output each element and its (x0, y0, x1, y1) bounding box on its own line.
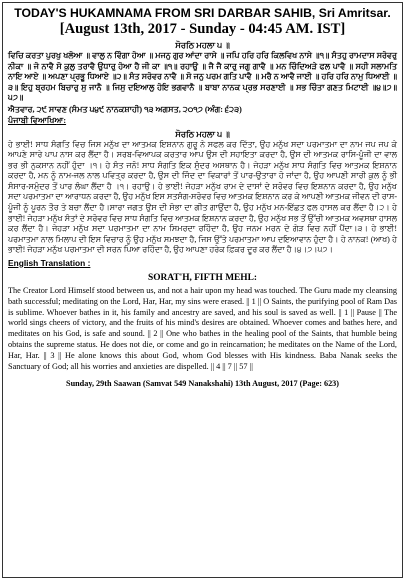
english-heading: SORAT'H, FIFTH MEHL: (148, 272, 257, 283)
punjabi-label: ਪੰਜਾਬੀ ਵਿਆਖਿਆ: (8, 116, 67, 126)
hukamnama-card (2, 2, 403, 578)
gurbani-heading: ਸੋਰਠਿ ਮਹਲਾ ੫ ॥ (175, 41, 230, 50)
footer-date: Sunday, 29th Saawan (Samvat 549 Nanakshahi) 13th August, 2017 (Page: 623) (66, 379, 339, 388)
english-label: English Translation : (8, 257, 91, 268)
page-title: TODAY'S HUKAMNAMA FROM SRI DARBAR SAHIB, Sri Amritsar. (14, 6, 391, 20)
punjabi-heading: ਸੋਰਠਿ ਮਹਲਾ ੫ ॥ (175, 129, 230, 139)
gurbani-text: ਵਿਚਿ ਕਰਤਾ ਪੁਰਖੁ ਖਲੋਆ ॥ ਵਾਲੁ ਨ ਵਿੰਗਾ ਹੋਆ ॥ ਮਜਨੁ ਗੁਰ ਆਂਦਾ ਰਾਸੇ ॥ ਜਪਿ ਹਰਿ ਹਰਿ ਕਿਲਵਿਖ ਨਾਸੇ ॥੧॥ ਸੰਤਹੁ ਰਾਮਦਾਸ ਸਰੋਵਰੁ ਨੀਕਾ ॥ ਜੋ ਨਾਵੈ ਸੋ ਕੁਲੁ ਤਰਾਵੈ ਉਧਾਰੁ ਹੋਆ ਹੈ ਜੀ ਕਾ ॥੧॥ ਰਹਾਉ ॥ ਜੈ ਜੈ ਕਾਰੁ ਜਗੁ ਗਾਵੈ ॥ ਮਨ ਚਿੰਦਿਅੜੇ ਫਲ ਪਾਵੈ ॥ ਸਹੀ ਸਲਾਮਤਿ ਨਾਇ ਆਏ ॥ ਅਪਣਾ ਪ੍ਰਭੂ ਧਿਆਏ ॥੨॥ ਸੰਤ ਸਰੋਵਰ ਨਾਵੈ ॥ ਸੋ ਜਨੁ ਪਰਮ ਗਤਿ ਪਾਵੈ ॥ ਮਰੈ ਨ ਆਵੈ ਜਾਈ ॥ ਹਰਿ ਹਰਿ ਨਾਮੁ ਧਿਆਈ ॥੩॥ ਇਹੁ ਬ੍ਰਹਮ ਬਿਚਾਰੁ ਸੁ ਜਾਨੈ ॥ ਜਿਸੁ ਦਇਆਲੁ ਹੋਇ ਭਗਵਾਨੈ ॥ ਬਾਬਾ ਨਾਨਕ ਪ੍ਰਭ ਸਰਣਾਈ ॥ ਸਭ ਚਿੰਤਾ ਗਣਤ ਮਿਟਾਈ ॥੪॥੭॥੫੭॥ (8, 51, 397, 103)
english-text: The Creator Lord Himself stood between us, and not a hair upon my head was touched. The Guru made my cleansing bath successful; meditating on the Lord, Har, Har, my sins were erased. || 1 || O Saints, the purifying pool of Ram Das is sublime. Whoever bathes in it, his family and ancestry are saved, and his soul is saved as well. || 1 || Pause || The world sings cheers of victory, and the fruits of his mind's desires are obtained. Whoever comes and bathes here, and meditates on his God, is safe and sound. || 2 || One who bathes in the healing pool of the Saints, that humble being obtains the supreme status. He does not die, or come and go in reincarnation; he meditates on the Name of the Lord, Har, Har. || 3 || He alone knows this about God, whom God blesses with His kindness. Baba Nanak seeks the Sanctuary of God; all his worries and anxieties are dispelled. || 4 || 7 || 57 || (8, 285, 397, 372)
date-line: [August 13th, 2017 - Sunday - 04:45 AM. IST] (59, 21, 346, 37)
punjabi-date-line: ਐਤਵਾਰ, ੨੯ ਸਾਵਣ (ਸੰਮਤ ੫੪੯ ਨਾਨਕਸ਼ਾਹੀ) ੧੩ ਅਗਸਤ, ੨੦੧੭ (ਅੰਗ: ੬੨੩) (8, 104, 242, 114)
punjabi-text: ਹੇ ਭਾਈ! ਸਾਧ ਸੰਗਤਿ ਵਿਚ ਜਿਸ ਮਨੁੱਖ ਦਾ ਆਤਮਕ ਇਸ਼ਨਾਨ ਗੁਰੂ ਨੇ ਸਫਲ ਕਰ ਦਿੱਤਾ, ਉਹ ਮਨੁੱਖ ਸਦਾ ਪਰਮਾਤਮਾ ਦਾ ਨਾਮ ਜਪ ਜਪ ਕੇ ਆਪਣੇ ਸਾਰੇ ਪਾਪ ਨਾਸ ਕਰ ਲੈਂਦਾ ਹੈ। ਸਰਬ-ਵਿਆਪਕ ਕਰਤਾਰ ਆਪ ਉਸ ਦੀ ਸਹਾਇਤਾ ਕਰਦਾ ਹੈ, ਉਸ ਦੀ ਆਤਮਕ ਰਾਸਿ-ਪੂੰਜੀ ਦਾ ਵਾਲ ਭਰ ਭੀ ਨੁਕਸਾਨ ਨਹੀਂ ਹੁੰਦਾ ।੧। ਹੇ ਸੰਤ ਜਨੋ! ਸਾਧ ਸੰਗਤਿ ਇਕ ਸੁੰਦਰ ਅਸਥਾਨ ਹੈ। ਜੇਹੜਾ ਮਨੁੱਖ ਸਾਧ ਸੰਗਤਿ ਵਿਚ ਆਤਮਕ ਇਸ਼ਨਾਨ ਕਰਦਾ ਹੈ, ਮਨ ਨੂੰ ਨਾਮ-ਜਲ ਨਾਲ ਪਵਿਤ੍ਰ ਕਰਦਾ ਹੈ, ਉਸ ਦੀ ਜਿੰਦ ਦਾ ਵਿਕਾਰਾਂ ਤੋਂ ਪਾਰ-ਉਤਾਰਾ ਹੋ ਜਾਂਦਾ ਹੈ, ਉਹ ਆਪਣੀ ਸਾਰੀ ਕੁਲ ਨੂੰ ਭੀ ਸੰਸਾਰ-ਸਮੁੰਦਰ ਤੋਂ ਪਾਰ ਲੰਘਾ ਲੈਂਦਾ ਹੈ ।੧। ਰਹਾਉ। ਹੇ ਭਾਈ! ਜੇਹੜਾ ਮਨੁੱਖ ਰਾਮ ਦੇ ਦਾਸਾਂ ਦੇ ਸਰੋਵਰ ਵਿਚ ਇਸ਼ਨਾਨ ਕਰਦਾ ਹੈ, ਉਹ ਮਨੁੱਖ ਸਦਾ ਪਰਮਾਤਮਾ ਦਾ ਆਰਾਧਨ ਕਰਦਾ ਹੈ, ਉਹ ਮਨੁੱਖ ਇਸ ਸਤਸੰਗ-ਸਰੋਵਰ ਵਿਚ ਆਤਮਕ ਇਸ਼ਨਾਨ ਕਰ ਕੇ ਆਪਣੀ ਆਤਮਕ ਜੀਵਨ ਦੀ ਰਾਸ-ਪੂੰਜੀ ਨੂੰ ਪੂਰਨ ਤੌਰ ਤੇ ਬਚਾ ਲੈਂਦਾ ਹੈ।ਸਾਰਾ ਜਗਤ ਉਸ ਦੀ ਸੋਭਾ ਦਾ ਗੀਤ ਗਾਉਂਦਾ ਹੈ, ਉਹ ਮਨੁੱਖ ਮਨ-ਇੱਛਤ ਫਲ ਹਾਸਲ ਕਰ ਲੈਂਦਾ ਹੈ।੨। ਹੇ ਭਾਈ! ਜੇਹੜਾ ਮਨੁੱਖ ਸੰਤਾਂ ਦੇ ਸਰੋਵਰ ਵਿਚ ਸਾਧ ਸੰਗਤਿ ਵਿਚ ਆਤਮਕ ਇਸ਼ਨਾਨ ਕਰਦਾ ਹੈ, ਉਹ ਮਨੁੱਖ ਸਭ ਤੋਂ ਉੱਚੀ ਆਤਮਕ ਅਵਸਥਾ ਹਾਸਲ ਕਰ ਲੈਂਦਾ ਹੈ। ਜੇਹੜਾ ਮਨੁੱਖ ਸਦਾ ਪਰਮਾਤਮਾ ਦਾ ਨਾਮ ਸਿਮਰਦਾ ਰਹਿੰਦਾ ਹੈ, ਉਹ ਜਨਮ ਮਰਨ ਦੇ ਗੇੜ ਵਿਚ ਨਹੀਂ ਪੈਂਦਾ।੩। ਹੇ ਭਾਈ! ਪਰਮਾਤਮਾ ਨਾਲ ਮਿਲਾਪ ਦੀ ਇਸ ਵਿਚਾਰ ਨੂੰ ਉਹ ਮਨੁੱਖ ਸਮਝਦਾ ਹੈ, ਜਿਸ ਉੱਤੇ ਪਰਮਾਤਮਾ ਆਪ ਦਇਆਵਾਨ ਹੁੰਦਾ ਹੈ। ਹੇ ਨਾਨਕ! (ਆਖ) ਹੇ ਭਾਈ! ਜੇਹੜਾ ਮਨੁੱਖ ਪਰਮਾਤਮਾ ਦੀ ਸਰਨ ਪਿਆ ਰਹਿੰਦਾ ਹੈ, ਉਹ ਆਪਣਾ ਹਰੇਕ ਫ਼ਿਕਰ ਦੂਰ ਕਰ ਲੈਂਦਾ ਹੈ।੪।੭।੫੭। (8, 139, 397, 255)
